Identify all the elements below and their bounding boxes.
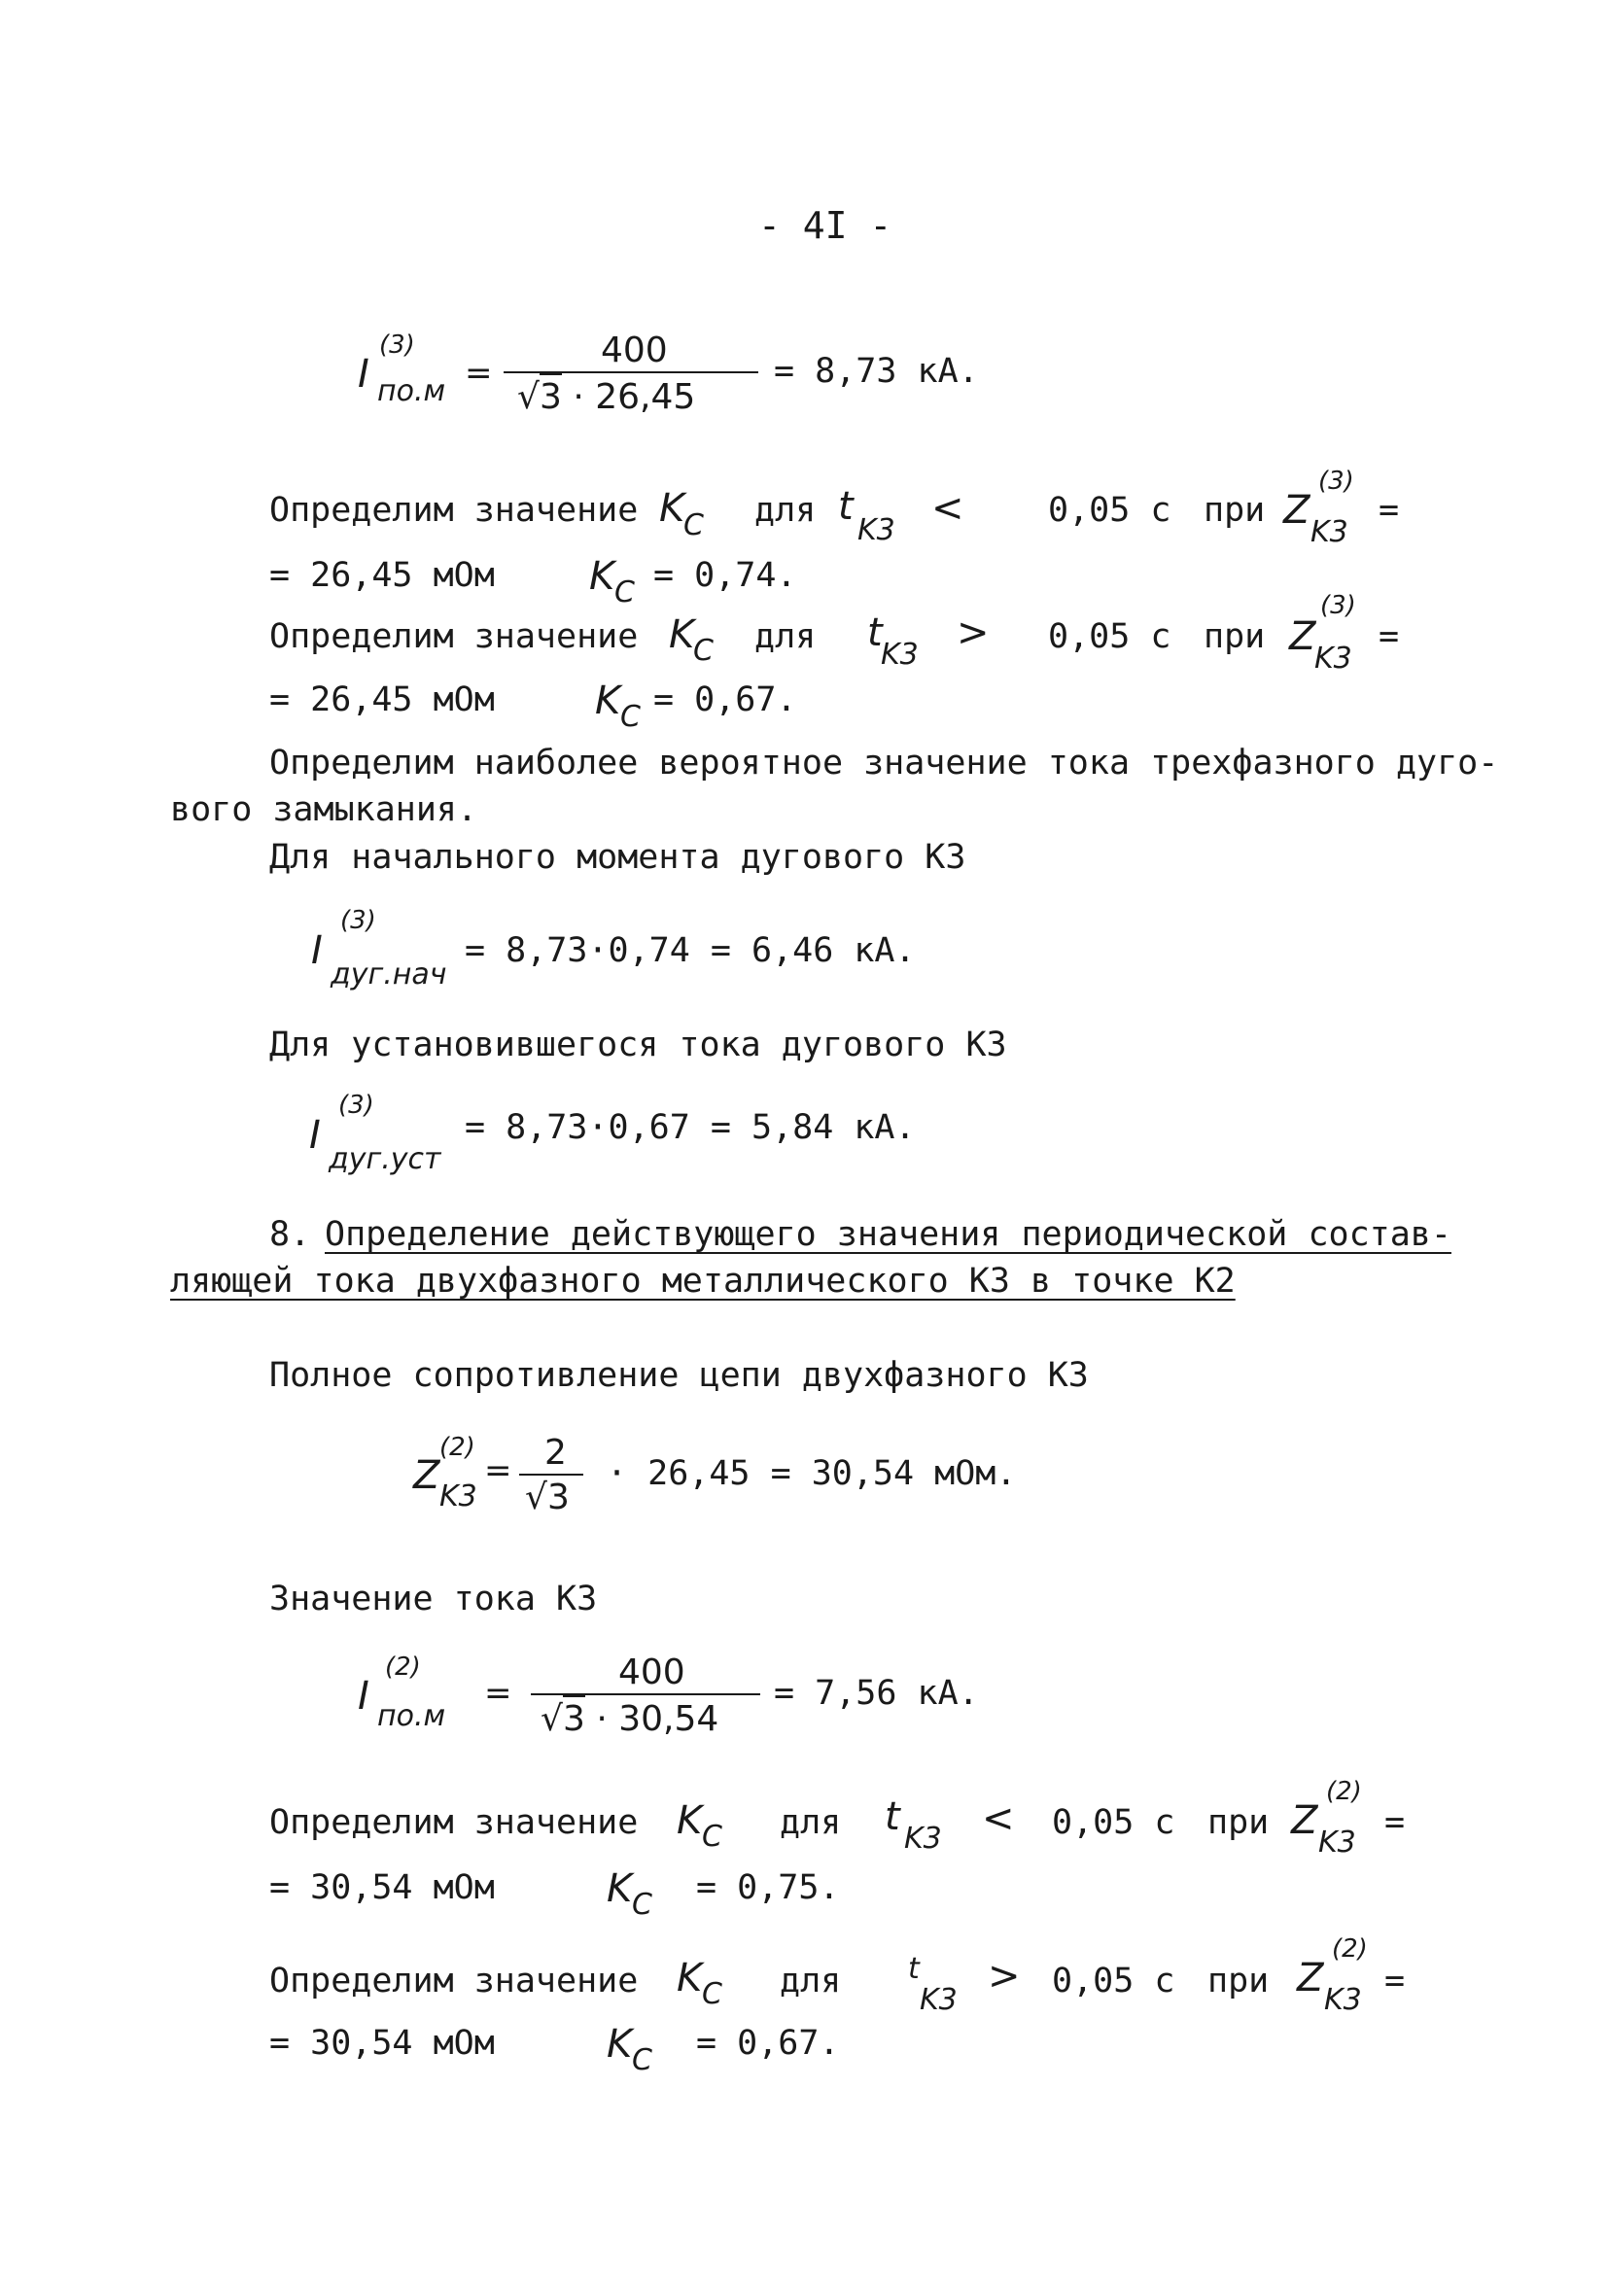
- p9-equals: =: [1384, 1962, 1406, 2000]
- p1-z-symbol: Z: [1283, 488, 1310, 533]
- eq5-result: = 7,56 кА.: [774, 1674, 979, 1713]
- p1-line2-value: = 0,74.: [653, 556, 797, 595]
- eq1-equals: =: [465, 354, 493, 393]
- p7-text: Значение тока КЗ: [269, 1580, 598, 1618]
- eq1-subscript: по.м: [377, 374, 446, 408]
- eq2-superscript: (3): [340, 906, 376, 935]
- eq2-rhs: = 8,73·0,74 = 6,46 кА.: [465, 931, 916, 970]
- p2-t-sub: K3: [881, 638, 919, 672]
- section-number: 8.: [269, 1215, 311, 1254]
- p1-equals: =: [1379, 491, 1400, 530]
- p8-t-sub: K3: [904, 1822, 942, 1856]
- p9-kc-sub: C: [702, 1977, 722, 2011]
- p1-text: Определим значение: [269, 491, 639, 530]
- p2-line2-value: = 0,67.: [653, 680, 797, 719]
- p9-text: Определим значение: [269, 1962, 639, 2000]
- p2-line2-kc: K: [595, 678, 621, 723]
- p3-line1: Определим наиболее вероятное значение тока трехфазного дуго-: [269, 744, 1499, 783]
- eq4-rhs: · 26,45 = 30,54 мОм.: [607, 1454, 1017, 1493]
- p1-z-sub: K3: [1310, 515, 1348, 549]
- p8-z-sub: K3: [1318, 1826, 1356, 1860]
- eq3-symbol: I: [309, 1113, 321, 1158]
- p9-z-symbol: Z: [1297, 1956, 1324, 2000]
- p9-kc-symbol: K: [677, 1956, 703, 2000]
- p8-kc-symbol: K: [677, 1798, 703, 1843]
- p8-z-symbol: Z: [1291, 1798, 1318, 1843]
- p9-line2-value: = 0,67.: [696, 2024, 840, 2063]
- eq3-rhs: = 8,73·0,67 = 5,84 кА.: [465, 1108, 916, 1147]
- section-title-line1: Определение действующего значения периодической состав-: [325, 1215, 1451, 1254]
- p8-line2-kc: K: [607, 1866, 633, 1911]
- p1-at: при: [1204, 491, 1266, 530]
- p9-t-sub: K3: [920, 1983, 958, 2017]
- p9-for: для: [780, 1962, 842, 2000]
- p1-kc-symbol: K: [659, 486, 685, 531]
- p9-line2-kc-sub: C: [632, 2043, 652, 2077]
- p1-line2: = 26,45 мОм: [269, 556, 495, 595]
- p2-z-sub: K3: [1314, 642, 1352, 676]
- p2-at: при: [1204, 617, 1266, 656]
- eq4-equals: =: [484, 1451, 512, 1490]
- eq5-equals: =: [484, 1674, 512, 1713]
- p9-line2-kc: K: [607, 2022, 633, 2067]
- p4-text: Для начального момента дугового КЗ: [269, 838, 966, 877]
- p1-operator: <: [931, 486, 964, 531]
- p2-value: 0,05 с: [1048, 617, 1171, 656]
- p9-at: при: [1207, 1962, 1270, 2000]
- eq4-denominator: √3: [525, 1478, 570, 1517]
- eq5-superscript: (2): [385, 1652, 421, 1682]
- p5-text: Для установившегося тока дугового КЗ: [269, 1026, 1007, 1064]
- p2-kc-symbol: K: [669, 612, 695, 657]
- page-number: - 4I -: [758, 204, 892, 247]
- section-title-line2: ляющей тока двухфазного металлического КЗ в точке К2: [170, 1262, 1236, 1301]
- eq4-symbol: Z: [413, 1453, 440, 1498]
- eq2-symbol: I: [311, 928, 323, 973]
- p8-value: 0,05 с: [1052, 1803, 1175, 1842]
- p9-operator: >: [988, 1954, 1021, 1999]
- p9-line2: = 30,54 мОм: [269, 2024, 495, 2063]
- p9-value: 0,05 с: [1052, 1962, 1175, 2000]
- eq5-numerator: 400: [618, 1652, 685, 1692]
- p8-line2-value: = 0,75.: [696, 1868, 840, 1907]
- eq2-subscript: дуг.нач: [331, 957, 447, 991]
- eq5-symbol: I: [358, 1674, 369, 1719]
- p8-z-sup: (2): [1326, 1777, 1362, 1806]
- p8-equals: =: [1384, 1803, 1406, 1842]
- eq1-numerator: 400: [601, 330, 668, 370]
- p2-operator: >: [957, 610, 990, 655]
- p2-z-symbol: Z: [1289, 614, 1316, 659]
- p1-kc-sub: C: [683, 508, 704, 542]
- p8-line2: = 30,54 мОм: [269, 1868, 495, 1907]
- eq3-subscript: дуг.уст: [329, 1142, 441, 1176]
- eq5-denominator: √3 · 30,54: [541, 1699, 718, 1739]
- p9-t-symbol: t: [908, 1952, 920, 1986]
- p8-line2-kc-sub: C: [632, 1888, 652, 1922]
- p8-kc-sub: C: [702, 1820, 722, 1854]
- p1-z-sup: (3): [1318, 467, 1354, 496]
- p1-value: 0,05 с: [1048, 491, 1171, 530]
- p2-equals: =: [1379, 617, 1400, 656]
- p2-text: Определим значение: [269, 617, 639, 656]
- p1-t-symbol: t: [838, 484, 854, 529]
- p8-at: при: [1207, 1803, 1270, 1842]
- p2-for: для: [754, 617, 817, 656]
- eq1-result: = 8,73 кА.: [774, 352, 979, 391]
- p8-for: для: [780, 1803, 842, 1842]
- p8-t-symbol: t: [885, 1794, 900, 1839]
- eq4-numerator: 2: [544, 1433, 567, 1473]
- eq1-denominator: √3 · 26,45: [517, 377, 695, 417]
- p8-operator: <: [982, 1796, 1015, 1841]
- eq5-subscript: по.м: [377, 1699, 446, 1733]
- eq1-symbol: I: [358, 352, 369, 397]
- p2-kc-sub: C: [693, 634, 714, 668]
- eq4-superscript: (2): [439, 1433, 475, 1462]
- p6-text: Полное сопротивление цепи двухфазного КЗ: [269, 1356, 1089, 1395]
- p9-z-sup: (2): [1332, 1934, 1368, 1964]
- p2-line2-kc-sub: C: [620, 700, 641, 734]
- eq1-superscript: (3): [379, 330, 415, 360]
- p3-line2: вого замыкания.: [170, 790, 478, 829]
- p1-line2-kc: K: [589, 554, 615, 599]
- p8-text: Определим значение: [269, 1803, 639, 1842]
- p1-for: для: [754, 491, 817, 530]
- p1-t-sub: K3: [857, 513, 895, 547]
- p2-t-symbol: t: [867, 610, 883, 655]
- p2-line2: = 26,45 мОм: [269, 680, 495, 719]
- eq4-subscript: K3: [439, 1479, 477, 1513]
- eq3-superscript: (3): [338, 1091, 374, 1120]
- p2-z-sup: (3): [1320, 591, 1356, 620]
- p9-z-sub: K3: [1324, 1983, 1362, 2017]
- p1-line2-kc-sub: C: [614, 575, 635, 609]
